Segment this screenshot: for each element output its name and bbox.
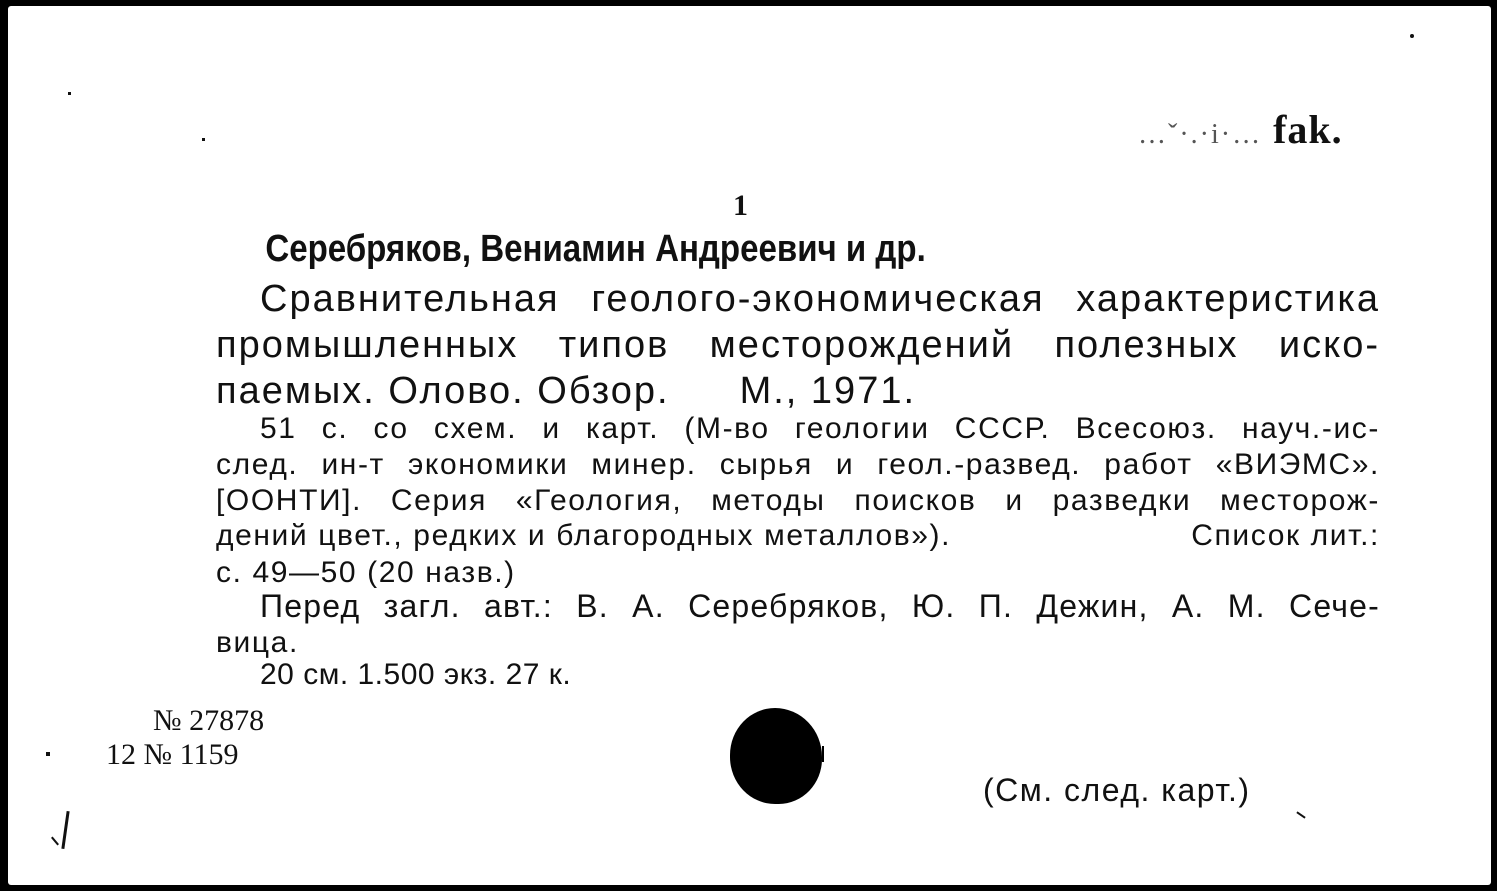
ink-speck [46, 752, 50, 756]
punch-hole-edge [822, 746, 824, 762]
bibliography-label: Список лит.: [1191, 519, 1380, 552]
title-line-1: Сравнительная геолого-экономическая характеристика [260, 278, 1380, 320]
description-line-4-text: дений цвет., редких и благородных металлов»). [216, 519, 952, 552]
registry-number-1: № 27878 [153, 704, 265, 737]
title-line-3 [216, 370, 916, 413]
library-stamp [1138, 106, 1343, 153]
continuation-note: (См. след. карт.) [983, 772, 1251, 808]
description-line-2: след. ин-т экономики минер. сырья и геол.-развед. работ «ВИЭМС». [216, 448, 1380, 481]
card-number: 1 [733, 189, 748, 222]
catalog-card [8, 6, 1491, 885]
ink-mark [1296, 811, 1305, 818]
stamp-prefix: …ˇ·.·i·… [1138, 119, 1263, 150]
notes-line-3: 20 см. 1.500 экз. 27 к. [260, 658, 572, 691]
title-line-2: промышленных типов месторождений полезных иско- [216, 324, 1380, 366]
title-line-3-text: паемых. Олово. Обзор. [216, 370, 670, 412]
registry-number-2: 12 № 1159 [106, 738, 239, 771]
description-line-1: 51 с. со схем. и карт. (М-во геологии СССР. Всесоюз. науч.-ис- [260, 412, 1380, 445]
ink-speck [1410, 34, 1414, 38]
stamp-text: fak. [1273, 107, 1343, 152]
author-heading: Серебряков, Вениамин Андреевич и др. [265, 228, 926, 270]
ink-mark [61, 811, 69, 849]
notes-line-1: Перед загл. авт.: В. А. Серебряков, Ю. П. Дежин, А. М. Сече- [260, 588, 1380, 624]
punch-hole [730, 708, 822, 804]
publication-imprint: М., 1971. [739, 370, 917, 412]
ink-speck [68, 92, 71, 95]
description-line-5: с. 49—50 (20 назв.) [216, 556, 516, 589]
notes-line-2: вица. [216, 626, 299, 659]
description-line-4 [216, 519, 1380, 553]
description-line-3: [ООНТИ]. Серия «Геология, методы поисков и разведки месторож- [216, 484, 1380, 517]
ink-mark [51, 837, 59, 846]
ink-speck [202, 138, 205, 141]
